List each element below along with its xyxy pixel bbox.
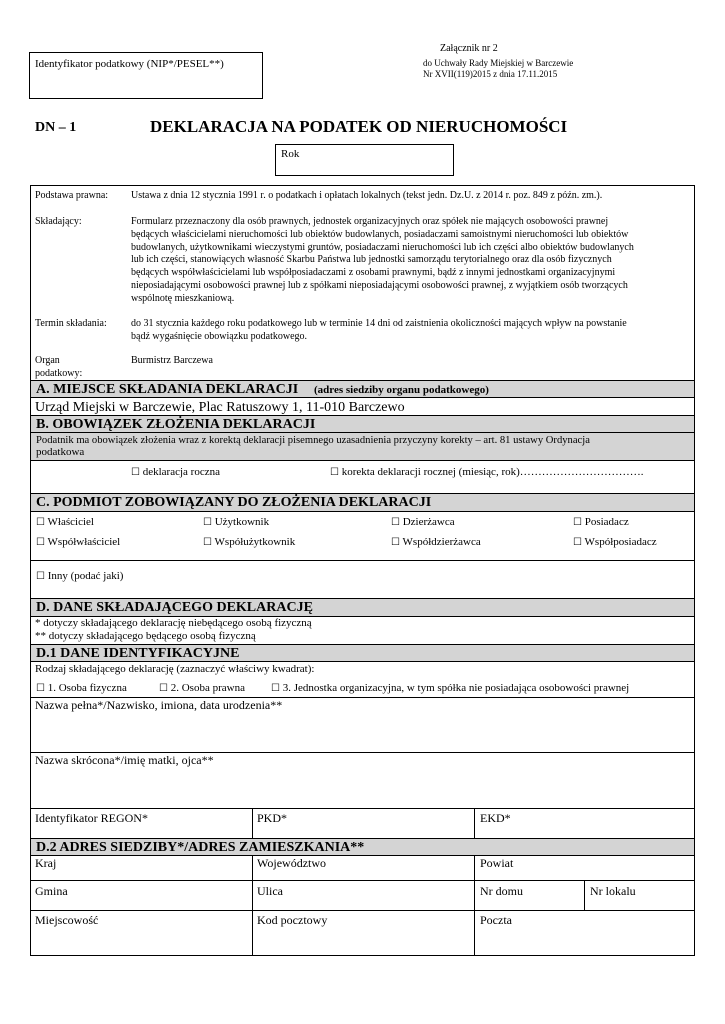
filer-line: będących właścicielami nieruchomości lub obiektów budowlanych, posiadaczami samoistnymi nieruchomości lub obiektów: [131, 228, 629, 240]
divider: [252, 808, 253, 838]
divider: [31, 910, 694, 911]
checkbox-icon[interactable]: ☐: [36, 517, 45, 528]
section-d-note2: ** dotyczy składającego będącego osobą fizyczną: [35, 630, 256, 642]
checkbox-icon[interactable]: ☐: [330, 467, 339, 478]
option-correction[interactable]: [330, 466, 644, 479]
checkbox-icon[interactable]: ☐: [131, 467, 140, 478]
nip-label: Identyfikator podatkowy (NIP*/PESEL**): [35, 58, 224, 70]
checkbox-icon[interactable]: ☐: [271, 683, 280, 694]
checkbox-icon[interactable]: ☐: [159, 683, 168, 694]
section-d2-title: D.2 ADRES SIEDZIBY*/ADRES ZAMIESZKANIA**: [36, 840, 365, 855]
post-office-label: Poczta: [480, 913, 512, 927]
deadline-line: bądź wygaśnięcie obowiązku podatkowego.: [131, 330, 308, 342]
option-correction-label: korekta deklaracji rocznej (miesiąc, rok)…………………………….: [341, 466, 644, 478]
type-label: Rodzaj składającego deklarację (zaznaczyć właściwy kwadrat):: [35, 663, 315, 675]
voivodeship-label: Województwo: [257, 856, 327, 870]
section-a-address: Urząd Miejski w Barczewie, Plac Ratuszowy 1, 11-010 Barczewo: [35, 400, 405, 415]
section-b-note-line1: Podatnik ma obowiązek złożenia wraz z korektą deklaracji pisemnego uzasadnienia przyczyny korekty – art. 81 ustawy Ordynacja: [36, 435, 590, 446]
option-label: 1. Osoba fizyczna: [47, 682, 127, 694]
divider: [474, 856, 475, 956]
option-annual-label: deklaracja roczna: [142, 466, 220, 478]
section-d2-header: [31, 838, 694, 856]
option-co-user[interactable]: [203, 536, 295, 549]
organ-label: [35, 355, 82, 381]
option-user[interactable]: [203, 516, 269, 529]
filer-text: [131, 216, 634, 306]
section-b-note-line2: podatkowa: [36, 446, 85, 458]
organ-label-line: podatkowy:: [35, 367, 83, 379]
option-other[interactable]: [36, 570, 123, 583]
divider: [584, 880, 585, 910]
checkbox-icon[interactable]: ☐: [36, 537, 45, 548]
option-label: Dzierżawca: [402, 516, 455, 528]
option-label: Współwłaściciel: [47, 536, 121, 548]
nip-field[interactable]: [29, 52, 263, 99]
checkbox-icon[interactable]: ☐: [391, 537, 400, 548]
section-d-title: D. DANE SKŁADAJĄCEGO DEKLARACJĘ: [36, 600, 313, 615]
filer-line: nieposiadającymi osobowości prawnej lub z spółkami nieposiadającymi osobowości prawnej, z wyjątkiem osób tworzących: [131, 279, 628, 291]
option-annual[interactable]: [131, 466, 220, 479]
house-no-label: Nr domu: [480, 884, 523, 898]
form-code: DN – 1: [35, 120, 77, 135]
filer-line: wspólnotę mieszkaniową.: [131, 292, 235, 304]
year-label: Rok: [281, 148, 300, 160]
deadline-label: Termin składania:: [35, 318, 107, 329]
divider: [31, 560, 694, 561]
divider: [474, 808, 475, 838]
divider: [31, 880, 694, 881]
option-label: Współdzierżawca: [402, 536, 481, 548]
section-b-note: [31, 432, 694, 461]
filer-label: Składający:: [35, 216, 82, 227]
option-lessee[interactable]: [391, 516, 455, 529]
deadline-line: do 31 stycznia każdego roku podatkowego lub w terminie 14 dni od zaistnienia okoliczności mających wpływ na powstanie: [131, 318, 627, 329]
divider: [31, 808, 694, 809]
option-label: Współużytkownik: [214, 536, 296, 548]
checkbox-icon[interactable]: ☐: [36, 683, 45, 694]
section-a-header: [31, 380, 694, 398]
type-option-2[interactable]: [159, 682, 245, 695]
option-co-lessee[interactable]: [391, 536, 481, 549]
year-field[interactable]: [275, 144, 454, 176]
type-option-1[interactable]: [36, 682, 127, 695]
organ-label-line: Organ: [35, 355, 60, 366]
checkbox-icon[interactable]: ☐: [573, 537, 582, 548]
town-label: Miejscowość: [35, 913, 99, 927]
option-owner[interactable]: [36, 516, 94, 529]
filer-line: lub ich części, stanowiących własność Skarbu Państwa lub jednostki samorządu terytorialnego oraz dla osób fizycznych: [131, 254, 612, 266]
pkd-label: PKD*: [257, 811, 288, 825]
option-label: Posiadacz: [584, 516, 629, 528]
option-label: Współposiadacz: [584, 536, 657, 548]
section-c-title: C. PODMIOT ZOBOWIĄZANY DO ZŁOŻENIA DEKLARACJI: [36, 495, 432, 510]
short-name-label: Nazwa skrócona*/imię matki, ojca**: [35, 753, 214, 767]
filer-line: będących współwłaścicielami lub współposiadaczami z osobami prawnymi, bądź z innymi jednostkami organizacyjnymi: [131, 267, 616, 279]
checkbox-icon[interactable]: ☐: [573, 517, 582, 528]
legal-basis-label: Podstawa prawna:: [35, 190, 109, 201]
checkbox-icon[interactable]: ☐: [36, 571, 45, 582]
checkbox-icon[interactable]: ☐: [203, 537, 212, 548]
country-label: Kraj: [35, 856, 57, 870]
option-label: Właściciel: [47, 516, 94, 528]
filer-line: budowlanych, użytkownikami wieczystymi gruntów, posiadaczami nieruchomości lub ich części albo obiektów budowlanych: [131, 241, 634, 253]
option-co-holder[interactable]: [573, 536, 657, 549]
annex-line1: do Uchwały Rady Miejskiej w Barczewie: [423, 58, 574, 68]
divider: [252, 856, 253, 956]
commune-label: Gmina: [35, 884, 68, 898]
county-label: Powiat: [480, 856, 514, 870]
option-holder[interactable]: [573, 516, 629, 529]
full-name-label: Nazwa pełna*/Nazwisko, imiona, data urodzenia**: [35, 698, 283, 712]
postcode-label: Kod pocztowy: [257, 913, 328, 927]
option-label: Użytkownik: [214, 516, 270, 528]
checkbox-icon[interactable]: ☐: [391, 517, 400, 528]
form-title: DEKLARACJA NA PODATEK OD NIERUCHOMOŚCI: [150, 117, 568, 136]
flat-no-label: Nr lokalu: [590, 884, 636, 898]
section-b-title: B. OBOWIĄZEK ZŁOŻENIA DEKLARACJI: [36, 417, 316, 432]
checkbox-icon[interactable]: ☐: [203, 517, 212, 528]
street-label: Ulica: [257, 884, 283, 898]
option-label: 2. Osoba prawna: [170, 682, 245, 694]
organ-text: Burmistrz Barczewa: [131, 355, 213, 366]
section-d1-title: D.1 DANE IDENTYFIKACYJNE: [36, 646, 240, 661]
annex-title: Załącznik nr 2: [440, 43, 498, 54]
section-a-note: (adres siedziby organu podatkowego): [314, 384, 489, 396]
section-d1-header: [31, 644, 694, 662]
option-label: 3. Jednostka organizacyjna, w tym spółka nie posiadająca osobowości prawnej: [282, 682, 630, 694]
ekd-label: EKD*: [480, 811, 511, 825]
option-other-label: Inny (podać jaki): [47, 570, 124, 582]
legal-basis-text: Ustawa z dnia 12 stycznia 1991 r. o podatkach i opłatach lokalnych (tekst jedn. Dz.U. z 2014 r. poz. 849 z późn. zm.).: [131, 190, 603, 201]
annex-line2: Nr XVII(119)2015 z dnia 17.11.2015: [423, 69, 558, 79]
type-option-3[interactable]: [271, 682, 629, 695]
section-d-header: [31, 598, 694, 617]
section-a-title: A. MIEJSCE SKŁADANIA DEKLARACJI: [36, 382, 299, 397]
section-c-header: [31, 493, 694, 512]
deadline-text: [131, 318, 627, 344]
filer-line: Formularz przeznaczony dla osób prawnych, jednostek organizacyjnych oraz spółek nie mających osobowości prawnej: [131, 216, 609, 227]
section-d-note1: * dotyczy składającego deklarację niebędącego osobą fizyczną: [35, 617, 312, 629]
section-b-header: [31, 415, 694, 433]
regon-label: Identyfikator REGON*: [35, 811, 148, 825]
option-co-owner[interactable]: [36, 536, 120, 549]
